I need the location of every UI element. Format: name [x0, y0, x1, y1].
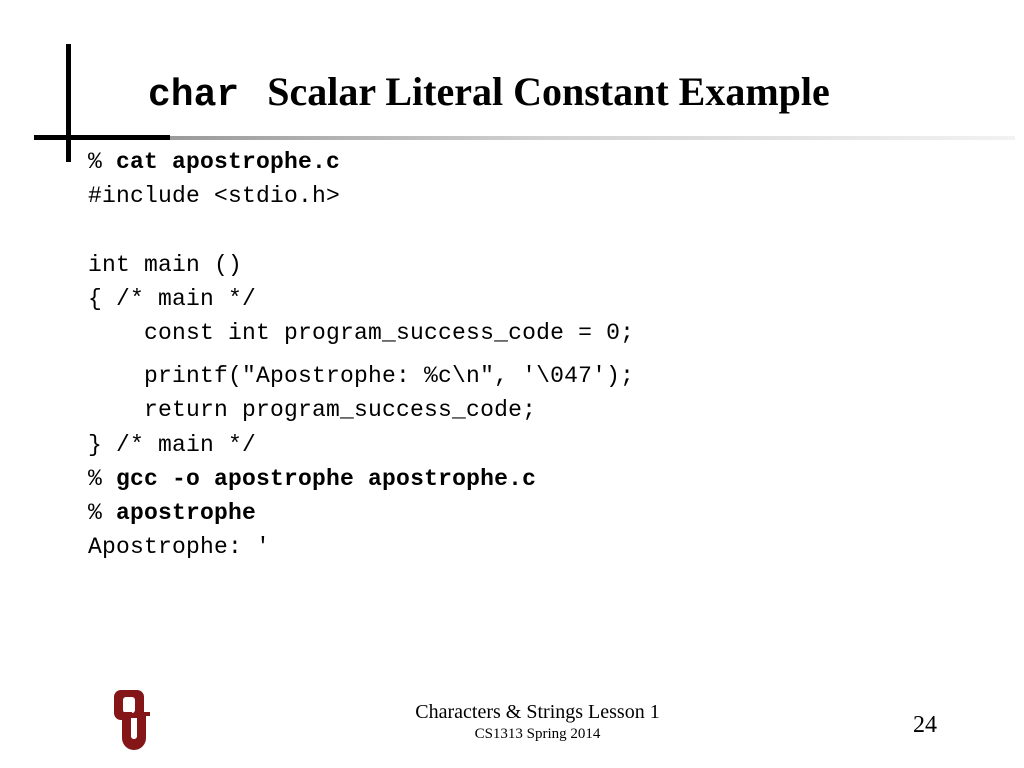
code-text: { /* main */ — [88, 285, 257, 312]
code-text: int main () — [88, 251, 243, 278]
shell-command: apostrophe — [116, 499, 257, 526]
code-text: #include <stdio.h> — [88, 183, 341, 210]
footer-course: CS1313 Spring 2014 — [474, 726, 601, 742]
title-underline — [170, 136, 1015, 140]
shell-command: cat apostrophe.c — [116, 149, 341, 175]
code-line — [88, 393, 988, 427]
ou-logo-icon — [108, 688, 156, 752]
code-line — [88, 496, 988, 530]
code-line — [88, 428, 988, 462]
code-text: return program_success_code; — [88, 397, 537, 424]
code-text: Apostrophe: ' — [88, 534, 271, 561]
shell-prompt: % — [88, 149, 117, 175]
shell-command: gcc -o apostrophe apostrophe.c — [116, 465, 537, 492]
code-text: const int program_success_code = 0; — [88, 319, 635, 346]
code-line — [88, 282, 988, 316]
code-line — [88, 316, 988, 350]
decorative-horizontal-line — [34, 135, 170, 140]
page-number: 24 — [913, 712, 937, 738]
code-line — [88, 359, 988, 393]
code-line — [88, 248, 988, 282]
code-line — [88, 462, 988, 496]
code-line — [88, 145, 988, 179]
code-listing — [88, 145, 988, 564]
slide-footer — [380, 700, 695, 744]
decorative-vertical-line — [66, 44, 71, 162]
shell-prompt: % — [88, 499, 117, 526]
code-text: printf("Apostrophe: %c\n", '\047'); — [88, 363, 635, 390]
title-text: Scalar Literal Constant Example — [267, 69, 830, 114]
code-line — [88, 530, 988, 564]
code-line — [88, 179, 988, 213]
shell-prompt: % — [88, 465, 117, 492]
footer-lesson-title: Characters & Strings Lesson 1 — [415, 701, 660, 723]
slide-title — [148, 68, 830, 128]
code-text: } /* main */ — [88, 431, 257, 458]
title-code-keyword: char — [148, 74, 240, 117]
code-line — [88, 213, 988, 247]
